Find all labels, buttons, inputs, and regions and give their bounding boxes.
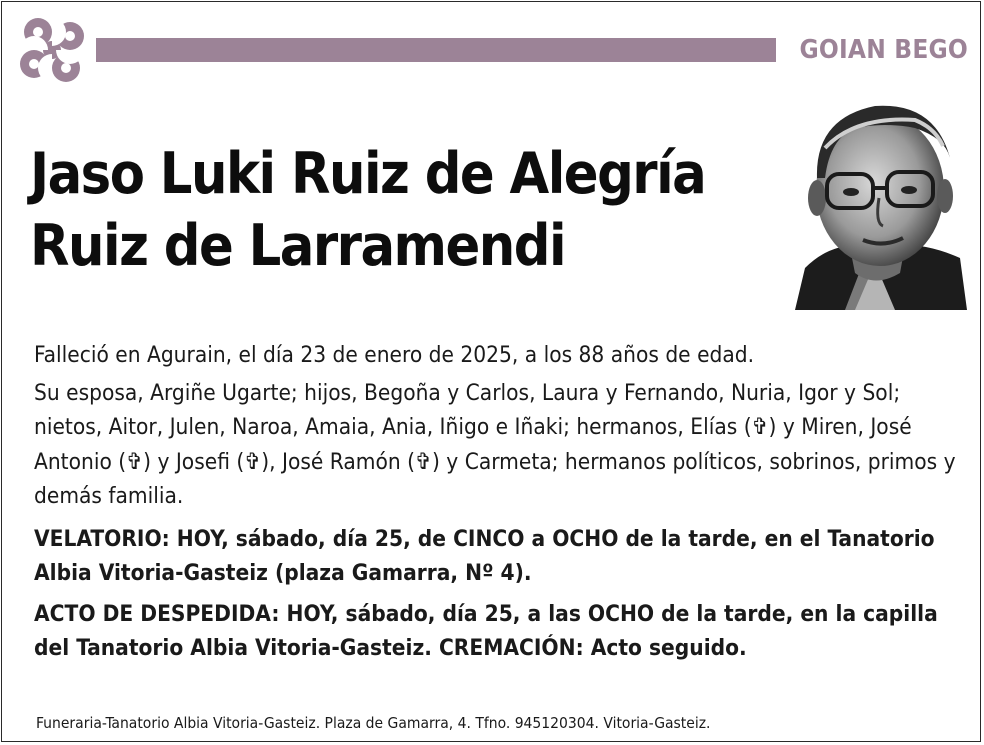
wake-text: VELATORIO: HOY, sábado, día 25, de CINCO a OCHO de la tarde, en el Tanatorio Albia Vitoria-Gasteiz (plaza Gamarra, Nº 4). [34,525,935,586]
portrait-photo [795,98,967,310]
funeral-home-footer: Funeraria-Tanatorio Albia Vitoria-Gasteiz. Plaza de Gamarra, 4. Tfno. 945120304. Vitoria-Gasteiz. [36,714,711,732]
header-bar [96,38,776,62]
name-line-2: Ruiz de Larramendi [30,213,566,279]
notice-body [34,338,964,666]
family-text: Su esposa, Argiñe Ugarte; hijos, Begoña y Carlos, Laura y Fernando, Nuria, Igor y Sol; nietos, Aitor, Julen, Naroa, Amaia, Ania, Iñigo e Iñaki; hermanos, Elías (✞) y Miren, José Antonio (✞) y Josefi (✞), José Ramón (✞) y Carmeta; hermanos políticos, sobrinos, primos y demás familia. [34,379,956,509]
farewell-text: ACTO DE DESPEDIDA: HOY, sábado, día 25, a las OCHO de la tarde, en la capilla del Tanatorio Albia Vitoria-Gasteiz. CREMACIÓN: Acto seguido. [34,600,938,661]
name-line-1: Jaso Luki Ruiz de Alegría [30,141,706,207]
lauburu-icon [14,12,90,88]
deceased-name [30,138,810,282]
header-tag: GOIAN BEGO [799,35,968,65]
death-text: Falleció en Agurain, el día 23 de enero de 2025, a los 88 años de edad. [34,342,755,368]
